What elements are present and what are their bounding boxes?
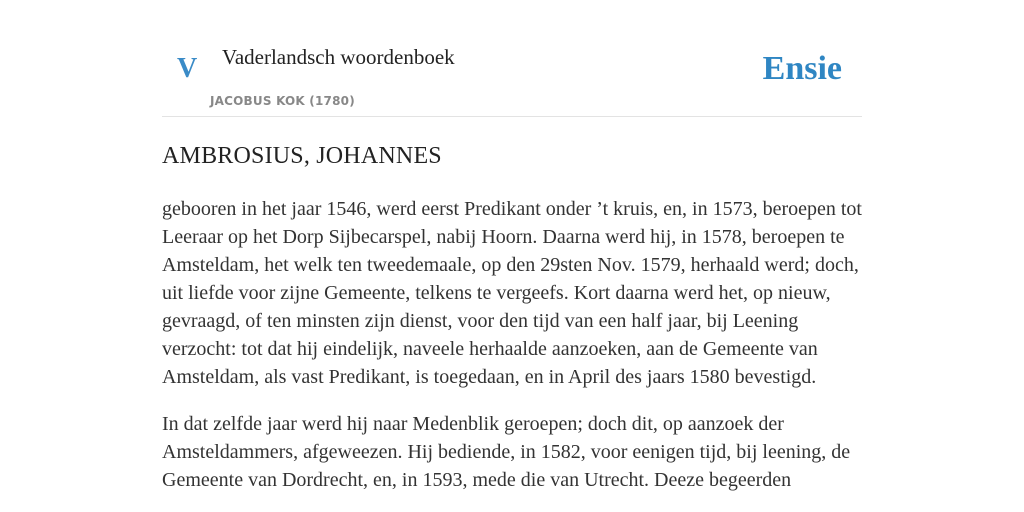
entry-paragraph: gebooren in het jaar 1546, werd eerst Predikant onder ’t kruis, en, in 1573, beroepen tot Leeraar op het Dorp Sijbecarspel, nabij Hoorn. Daarna werd hij, in 1578, beroepen te Amsteldam, het welk ten tweedemaale, op den 29sten Nov. 1579, herhaald werd; doch, uit liefde voor zijne Gemeente, telkens te vergeefs. Kort daarna werd het, op nieuw, gevraagd, of ten minsten zijn dienst, voor den tijd van een half jaar, bij Leening verzocht: tot dat hij eindelijk, naveele herhaalde aanzoeken, aan de Gemeente van Amsteldam, als vast Predikant, is toegedaan, en in April des jaars 1580 bevestigd. (162, 198, 862, 388)
dictionary-header (162, 0, 862, 117)
page-container (162, 0, 862, 494)
entry-title: AMBROSIUS, JOHANNES (162, 143, 442, 169)
entry-paragraph: In dat zelfde jaar werd hij naar Medenblik geroepen; doch dit, op aanzoek der Amsteldammers, afgeweezen. Hij bediende, in 1582, voor eenigen tijd, bij leening, de Gemeente van Dordrecht, en, in 1593, mede die van Utrecht. Deeze begeerden (162, 413, 851, 491)
letter-index-link[interactable]: V (177, 53, 198, 84)
book-title-link[interactable]: Vaderlandsch woordenboek (222, 45, 455, 69)
ensie-logo-link[interactable]: Ensie (762, 50, 842, 87)
author-label: JACOBUS KOK (1780) (210, 94, 355, 108)
